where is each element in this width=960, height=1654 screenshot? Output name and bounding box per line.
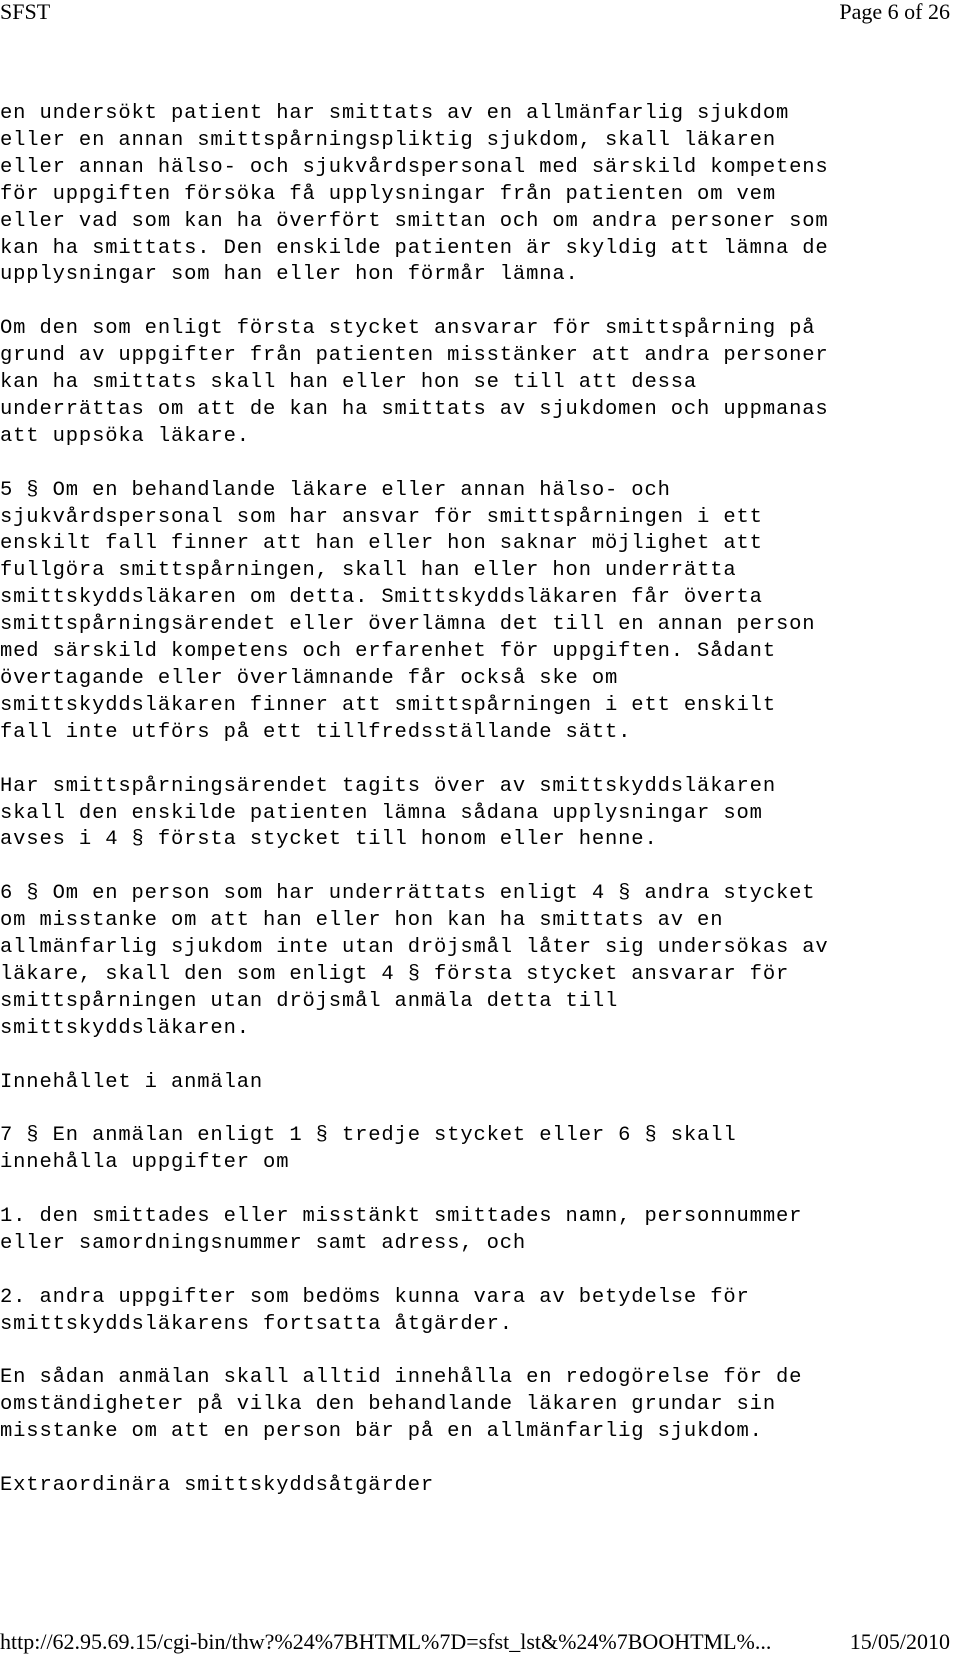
paragraph-section-6: 6 § Om en person som har underrättats enligt 4 § andra stycket om misstanke om att han eller hon kan ha smittats av en allmänfarlig sjukdom inte utan dröjsmål låter sig undersökas av läkare, skall den som enligt 4 § första stycket ansvarar för smittspårningen utan dröjsmål anmäla detta till smittskyddsläkaren.	[0, 882, 829, 1040]
page-header	[0, 0, 960, 28]
list-item-2: 2. andra uppgifter som bedöms kunna vara av betydelse för smittskyddsläkarens fortsatta åtgärder.	[0, 1285, 750, 1336]
paragraph-contact-notification: Om den som enligt första stycket ansvarar för smittspårning på grund av uppgifter från patienten misstänker att andra personer kan ha smittats skall han eller hon se till att dessa underrättas om att de kan ha smittats av sjukdomen och uppmanas att uppsöka läkare.	[0, 317, 829, 448]
document-source: SFST	[0, 0, 51, 24]
heading-extraordinary-measures: Extraordinära smittskyddsåtgärder	[0, 1474, 435, 1498]
heading-report-contents: Innehållet i anmälan	[0, 1070, 264, 1094]
page-number: Page 6 of 26	[839, 0, 950, 24]
paragraph-report-statement: En sådan anmälan skall alltid innehålla en redogörelse för de omständigheter på vilka den behandlande läkaren grundar sin misstanke om att en person bär på en allmänfarlig sjukdom.	[0, 1366, 803, 1444]
source-url: http://62.95.69.15/cgi-bin/thw?%24%7BHTML%7D=sfst_lst&%24%7BOOHTML%...	[0, 1629, 772, 1654]
list-item-1: 1. den smittades eller misstänkt smittades namn, personnummer eller samordningsnummer samt adress, och	[0, 1205, 803, 1255]
document-body	[0, 101, 960, 1527]
paragraph-taken-over-case: Har smittspårningsärendet tagits över av smittskyddsläkaren skall den enskilde patienten lämna sådana upplysningar som avses i 4 § första stycket till honom eller henne.	[0, 774, 776, 852]
paragraph-section-7: 7 § En anmälan enligt 1 § tredje stycket eller 6 § skall innehålla uppgifter om	[0, 1124, 737, 1175]
page-footer	[0, 1630, 960, 1654]
print-date: 15/05/2010	[849, 1629, 950, 1654]
paragraph-patient-information: en undersökt patient har smittats av en allmänfarlig sjukdom eller en annan smittspårningspliktig sjukdom, skall läkaren eller annan hälso- och sjukvårdspersonal med särskild kompetens för uppgiften försöka få upplysningar från patienten om vem eller vad som kan ha överfört smittan och om andra personer som kan ha smittats. Den enskilde patienten är skyldig att lämna de upplysningar som han eller hon förmår lämna.	[0, 102, 829, 287]
paragraph-section-5: 5 § Om en behandlande läkare eller annan hälso- och sjukvårdspersonal som har ansvar för smittspårningen i ett enskilt fall finner att han eller hon saknar möjlighet att fullgöra smittspårningen, skall han eller hon underrätta smittskyddsläkaren om detta. Smittskyddsläkaren får överta smittspårningsärendet eller överlämna det till en annan person med särskild kompetens och erfarenhet för uppgiften. Sådant övertagande eller överlämnande får också ske om smittskyddsläkaren finner att smittspårningen i ett enskilt fall inte utförs på ett tillfredsställande sätt.	[0, 478, 816, 744]
